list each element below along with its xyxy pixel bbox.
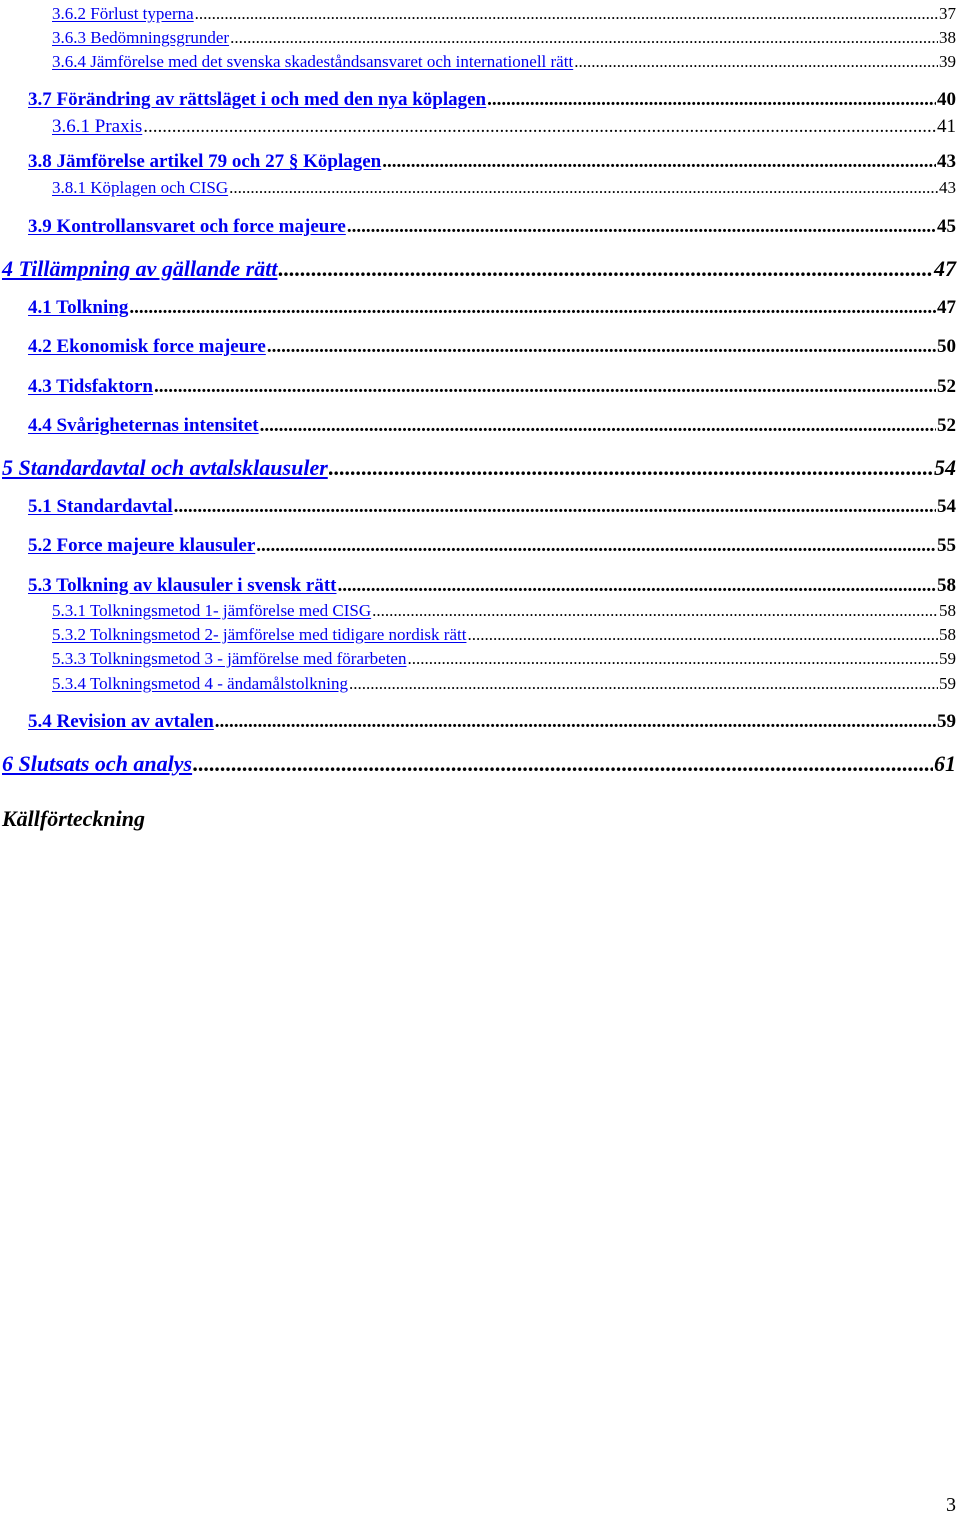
toc-entry-page: 43 [939, 178, 956, 197]
toc-leader-dots [278, 256, 933, 282]
toc-entry[interactable] [2, 751, 956, 777]
page-number: 3 [946, 1494, 956, 1516]
toc-entry[interactable] [52, 601, 956, 621]
toc-entry[interactable] [52, 178, 956, 198]
toc-leader-dots [574, 52, 938, 72]
toc-entry[interactable] [2, 455, 956, 481]
toc-entry-page: 59 [939, 674, 956, 693]
toc-entry[interactable] [52, 674, 956, 694]
toc-entry-page: 41 [937, 116, 956, 137]
toc-leader-dots [487, 89, 936, 111]
toc-entry-label: 3.6.1 Praxis [52, 116, 143, 137]
toc-leader-dots [349, 674, 938, 694]
toc-entry-page: 52 [937, 415, 956, 436]
toc-entry-label: 4.3 Tidsfaktorn [28, 376, 153, 397]
toc-entry[interactable] [28, 336, 956, 358]
toc-entry[interactable] [52, 28, 956, 48]
toc-leader-dots [230, 28, 938, 48]
toc-leader-dots [229, 178, 938, 198]
toc-entry-label: 5.4 Revision av avtalen [28, 711, 214, 732]
toc-entry-page: 39 [939, 52, 956, 71]
toc-leader-dots [195, 4, 938, 24]
toc-entry-label: 3.6.4 Jämförelse med det svenska skadeståndsansvaret och internationell rätt [52, 52, 574, 71]
toc-entry-label: 5.3.4 Tolkningsmetod 4 - ändamålstolkning [52, 674, 348, 693]
toc-entry-label: 4.2 Ekonomisk force majeure [28, 336, 266, 357]
toc-entry[interactable] [28, 711, 956, 733]
toc-entry[interactable] [52, 116, 956, 138]
toc-entry-page: 38 [939, 28, 956, 47]
toc-entry-label: 3.6.2 Förlust typerna [52, 4, 194, 23]
toc-entry[interactable] [52, 625, 956, 645]
toc-leader-dots [129, 297, 936, 319]
toc-entry-label: 4.1 Tolkning [28, 297, 129, 318]
toc-entry[interactable] [28, 376, 956, 398]
toc-entry[interactable] [28, 89, 956, 111]
toc-entry[interactable] [52, 52, 956, 72]
toc-entry[interactable] [28, 535, 956, 557]
toc-entry-page: 55 [937, 535, 956, 556]
toc-entry-label: 3.8.1 Köplagen och CISG [52, 178, 229, 197]
toc-leader-dots [467, 625, 938, 645]
toc-entry-page: 47 [934, 256, 956, 281]
toc-entry[interactable] [28, 216, 956, 238]
toc-entry-page: 58 [939, 601, 956, 620]
toc-entry-page: 54 [937, 496, 956, 517]
toc-leader-dots [338, 575, 937, 597]
toc-entry[interactable] [28, 575, 956, 597]
toc-entry[interactable] [28, 151, 956, 173]
toc-leader-dots [143, 116, 936, 138]
toc-leader-dots [382, 151, 936, 173]
toc-entry-label: 3.7 Förändring av rättsläget i och med den nya köplagen [28, 89, 487, 110]
toc-entry-page: 58 [937, 575, 956, 596]
toc-entry-label: 5.1 Standardavtal [28, 496, 173, 517]
toc-entry-label: 4 Tillämpning av gällande rätt [2, 256, 278, 281]
toc-leader-dots [372, 601, 938, 621]
toc-entry-page: 61 [934, 751, 956, 776]
toc-entry-page: 47 [937, 297, 956, 318]
toc-entry-label: 6 Slutsats och analys [2, 751, 193, 776]
toc-entry[interactable] [28, 415, 956, 437]
toc-entry[interactable] [52, 4, 956, 24]
toc-entry-label: 3.6.3 Bedömningsgrunder [52, 28, 230, 47]
toc-entry-page: 59 [937, 711, 956, 732]
toc-entry[interactable] [2, 256, 956, 282]
toc-entry-label: 5.3 Tolkning av klausuler i svensk rätt [28, 575, 337, 596]
toc-entry-page: 58 [939, 625, 956, 644]
toc-entry-page: 37 [939, 4, 956, 23]
toc-leader-dots [174, 496, 936, 518]
toc-entry-label: 4.4 Svårigheternas intensitet [28, 415, 259, 436]
toc-entry-page: 43 [937, 151, 956, 172]
toc-entry-page: 52 [937, 376, 956, 397]
toc-entry-label: 3.9 Kontrollansvaret och force majeure [28, 216, 346, 237]
toc-leader-dots [267, 336, 936, 358]
toc-entry-label: 5.3.1 Tolkningsmetod 1- jämförelse med CISG [52, 601, 372, 620]
toc-entry[interactable] [28, 496, 956, 518]
toc-entry[interactable] [28, 297, 956, 319]
toc-leader-dots [215, 711, 936, 733]
toc-entry-page: 50 [937, 336, 956, 357]
toc-entry-label: 5.3.2 Tolkningsmetod 2- jämförelse med tidigare nordisk rätt [52, 625, 467, 644]
toc-entry-label: 5 Standardavtal och avtalsklausuler [2, 455, 328, 480]
toc-entry-label: 3.8 Jämförelse artikel 79 och 27 § Köplagen [28, 151, 382, 172]
toc-entry-page: 54 [934, 455, 956, 480]
toc-entry-page: 45 [937, 216, 956, 237]
toc-leader-dots [347, 216, 936, 238]
toc-entry-page: 40 [937, 89, 956, 110]
toc-entry-label: 5.2 Force majeure klausuler [28, 535, 256, 556]
toc-leader-dots [329, 455, 933, 481]
toc-leader-dots [193, 751, 933, 777]
sources-heading: Källförteckning [2, 806, 146, 831]
toc-entry-page: 59 [939, 649, 956, 668]
toc-leader-dots [407, 649, 938, 669]
toc-entry-label: 5.3.3 Tolkningsmetod 3 - jämförelse med förarbeten [52, 649, 407, 668]
toc-leader-dots [260, 415, 936, 437]
toc-leader-dots [154, 376, 936, 398]
toc-entry[interactable] [52, 649, 956, 669]
toc-leader-dots [256, 535, 936, 557]
